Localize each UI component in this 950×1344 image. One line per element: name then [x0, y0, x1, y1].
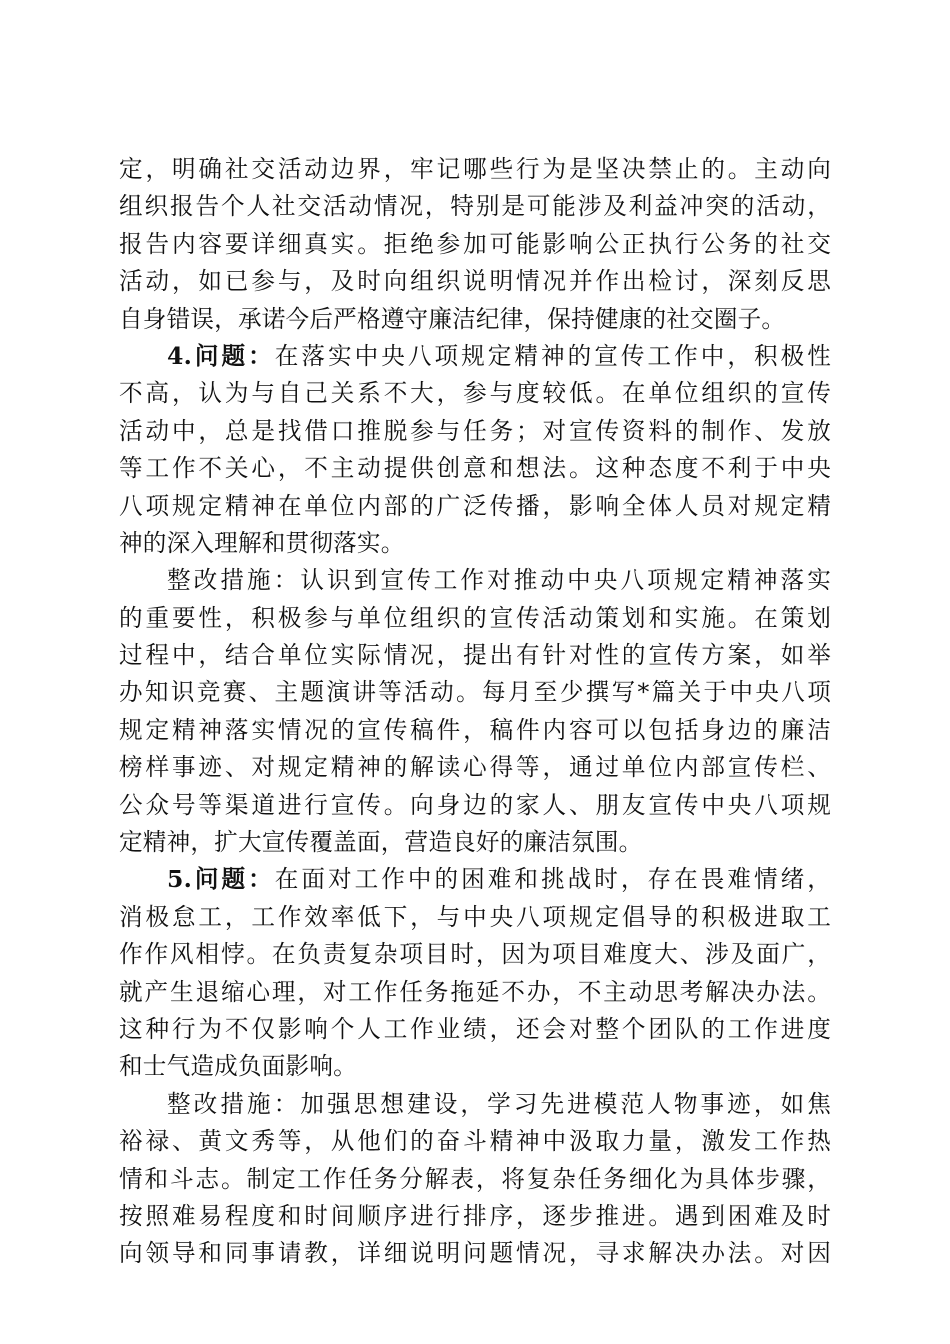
paragraph-line: 活动中，总是找借口推脱参与任务；对宣传资料的制作、发放 [119, 416, 831, 445]
paragraph-line: 不高，认为与自己关系不大，参与度较低。在单位组织的宣传 [119, 379, 831, 408]
paragraph-line: 规定精神落实情况的宣传稿件，稿件内容可以包括身边的廉洁 [119, 715, 831, 744]
paragraph-line: 活动，如已参与，及时向组织说明情况并作出检讨，深刻反思 [119, 267, 831, 296]
paragraph-line: 和士气造成负面影响。 [119, 1052, 357, 1081]
paragraph-line: 组织报告个人社交活动情况，特别是可能涉及利益冲突的活动， [119, 192, 831, 221]
paragraph-line: 这种行为不仅影响个人工作业绩，还会对整个团队的工作进度 [119, 1014, 831, 1043]
paragraph-line: 裕禄、黄文秀等，从他们的奋斗精神中汲取力量，激发工作热 [119, 1127, 831, 1156]
problem-4-label: 4.问题： [167, 341, 275, 370]
problem-5-text: 在面对工作中的困难和挑战时，存在畏难情绪， [274, 865, 831, 894]
paragraph-line: 八项规定精神在单位内部的广泛传播，影响全体人员对规定精 [119, 491, 831, 520]
problem-4-text: 在落实中央八项规定精神的宣传工作中，积极性 [274, 341, 831, 370]
paragraph-line: 神的深入理解和贯彻落实。 [119, 528, 405, 557]
paragraph-line: 整改措施：认识到宣传工作对推动中央八项规定精神落实 [167, 566, 831, 595]
problem-5-label: 5.问题： [167, 865, 275, 894]
paragraph-line: 自身错误，承诺今后严格遵守廉洁纪律，保持健康的社交圈子。 [119, 304, 786, 333]
paragraph-line: 消极怠工，工作效率低下，与中央八项规定倡导的积极进取工 [119, 902, 831, 931]
paragraph-line: 的重要性，积极参与单位组织的宣传活动策划和实施。在策划 [119, 603, 831, 632]
paragraph-line: 办知识竞赛、主题演讲等活动。每月至少撰写*篇关于中央八项 [119, 678, 831, 707]
paragraph-line: 等工作不关心，不主动提供创意和想法。这种态度不利于中央 [119, 454, 831, 483]
paragraph-line: 过程中，结合单位实际情况，提出有针对性的宣传方案，如举 [119, 641, 831, 670]
paragraph-line: 定精神，扩大宣传覆盖面，营造良好的廉洁氛围。 [119, 828, 643, 857]
paragraph-line: 整改措施：加强思想建设，学习先进模范人物事迹，如焦 [167, 1089, 831, 1118]
paragraph-line: 报告内容要详细真实。拒绝参加可能影响公正执行公务的社交 [119, 229, 831, 258]
paragraph-line: 情和斗志。制定工作任务分解表，将复杂任务细化为具体步骤， [119, 1164, 831, 1193]
paragraph-line: 按照难易程度和时间顺序进行排序，逐步推进。遇到困难及时 [119, 1201, 831, 1230]
paragraph-line: 定，明确社交活动边界，牢记哪些行为是坚决禁止的。主动向 [119, 155, 831, 183]
paragraph-line: 就产生退缩心理，对工作任务拖延不办，不主动思考解决办法。 [119, 977, 831, 1006]
paragraph-line: 榜样事迹、对规定精神的解读心得等，通过单位内部宣传栏、 [119, 753, 831, 782]
problem-5-first-line [119, 861, 831, 898]
document-body [119, 151, 831, 1273]
paragraph-line: 公众号等渠道进行宣传。向身边的家人、朋友宣传中央八项规 [119, 790, 831, 819]
problem-4-first-line [119, 338, 831, 375]
paragraph-line: 作作风相悖。在负责复杂项目时，因为项目难度大、涉及面广， [119, 940, 831, 969]
paragraph-line: 向领导和同事请教，详细说明问题情况，寻求解决办法。对因 [119, 1239, 831, 1268]
